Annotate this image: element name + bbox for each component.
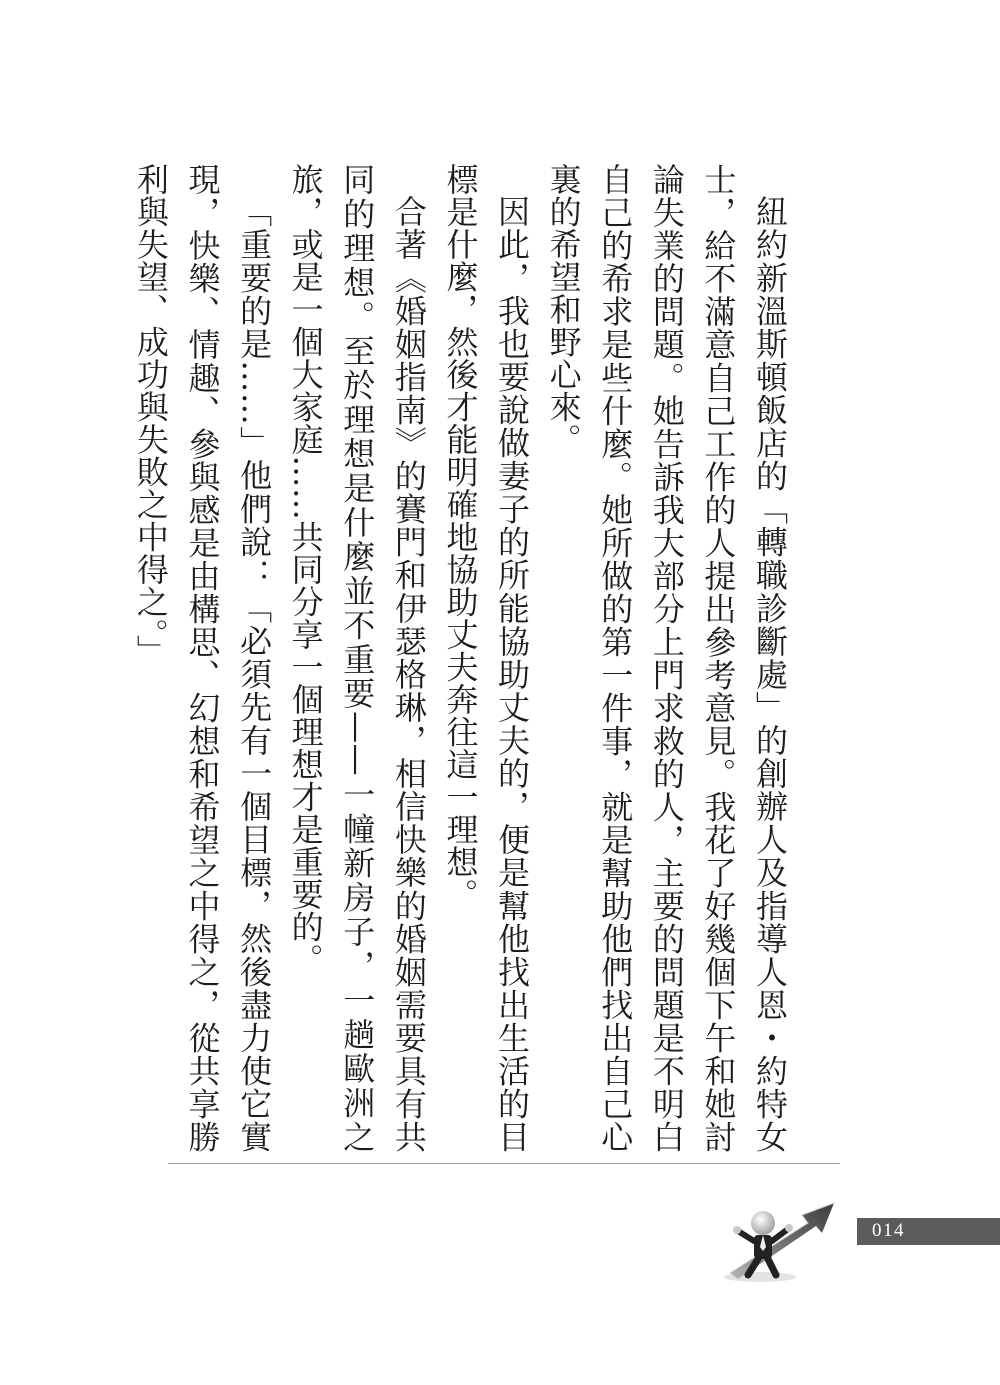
paragraph-2: 因此，我也要說做妻子的所能協助丈夫的，便是幫他找出生活的目標是什麼，然後才能明確地協助丈夫奔往這一理想。: [441, 163, 532, 1153]
page-number: 014: [872, 1220, 905, 1241]
page-number-tab: [857, 1218, 1000, 1245]
vertical-body-text: [124, 163, 795, 1153]
paragraph-4: 「重要的是……」他們說：「必須先有一個目標，然後盡力使它實現，快樂、情趣、參與感是由構思、幻想和希望之中得之，從共享勝利與失望、成功與失敗之中得之。」: [131, 163, 274, 1153]
footer-divider: [168, 1163, 840, 1164]
paragraph-3: 合著《婚姻指南》的賽門和伊瑟格琳，相信快樂的婚姻需要具有共同的理想。至於理想是什麼並不重要——一幢新房子，一趟歐洲之旅，或是一個大家庭……共同分享一個理想才是重要的。: [286, 163, 428, 1153]
businessman-riding-arrow-icon: [712, 1195, 842, 1285]
paragraph-1: 紐約新溫斯頓飯店的「轉職診斷處」的創辦人及指導人恩・約特女士，給不滿意自己工作的人提出參考意見。我花了好幾個下午和她討論失業的問題。她告訴我大部分上門求救的人，主要的問題是不明白自己的希求是些什麼。她所做的第一件事，就是幫助他們找出自己心裏的希望和野心來。: [544, 163, 789, 1153]
